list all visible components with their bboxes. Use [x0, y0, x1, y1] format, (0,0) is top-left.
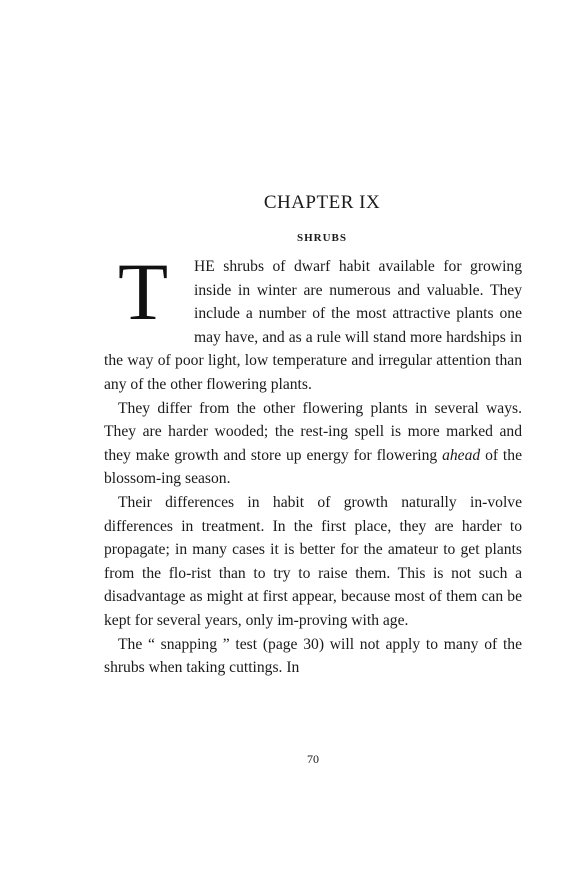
paragraph-3: Their differences in habit of growth naturally in-volve differences in treatment. In the first place, they are harder to propagate; in many cases it is better for the amateur to get plants from the flo-rist than to try to raise them. This is not such a disadvantage as might at first appear, because most of them can be kept for several years, only im-proving with age.	[104, 493, 522, 629]
paragraph-2-text-start: They differ from the other flowering plants in several ways. They are harder wooded; the rest-ing spell is more marked and they make growth and store up energy for flowering	[104, 399, 522, 464]
drop-cap-letter: T	[118, 246, 169, 337]
page-number: 70	[307, 752, 319, 766]
paragraph-2	[104, 397, 522, 491]
chapter-title: CHAPTER IX	[263, 192, 381, 213]
chapter-subtitle: SHRUBS	[296, 232, 348, 244]
paragraph-1	[104, 246, 522, 397]
paragraph-2-text-end: of the blossom-ing season.	[104, 446, 522, 488]
paragraph-1-text: HE shrubs of dwarf habit available for growing inside in winter are numerous and valuable. They include a number of the most attractive plants one may have, and as a rule will stand more hardships in the way of poor light, low temperature and irregular attention than any of the other flowering plants.	[104, 258, 522, 393]
paragraph-4: The “ snapping ” test (page 30) will not apply to many of the shrubs when taking cuttings. In	[104, 635, 522, 677]
paragraph-2-italic: ahead	[442, 446, 481, 464]
drop-cap-box	[104, 246, 188, 337]
body-text	[104, 246, 522, 680]
